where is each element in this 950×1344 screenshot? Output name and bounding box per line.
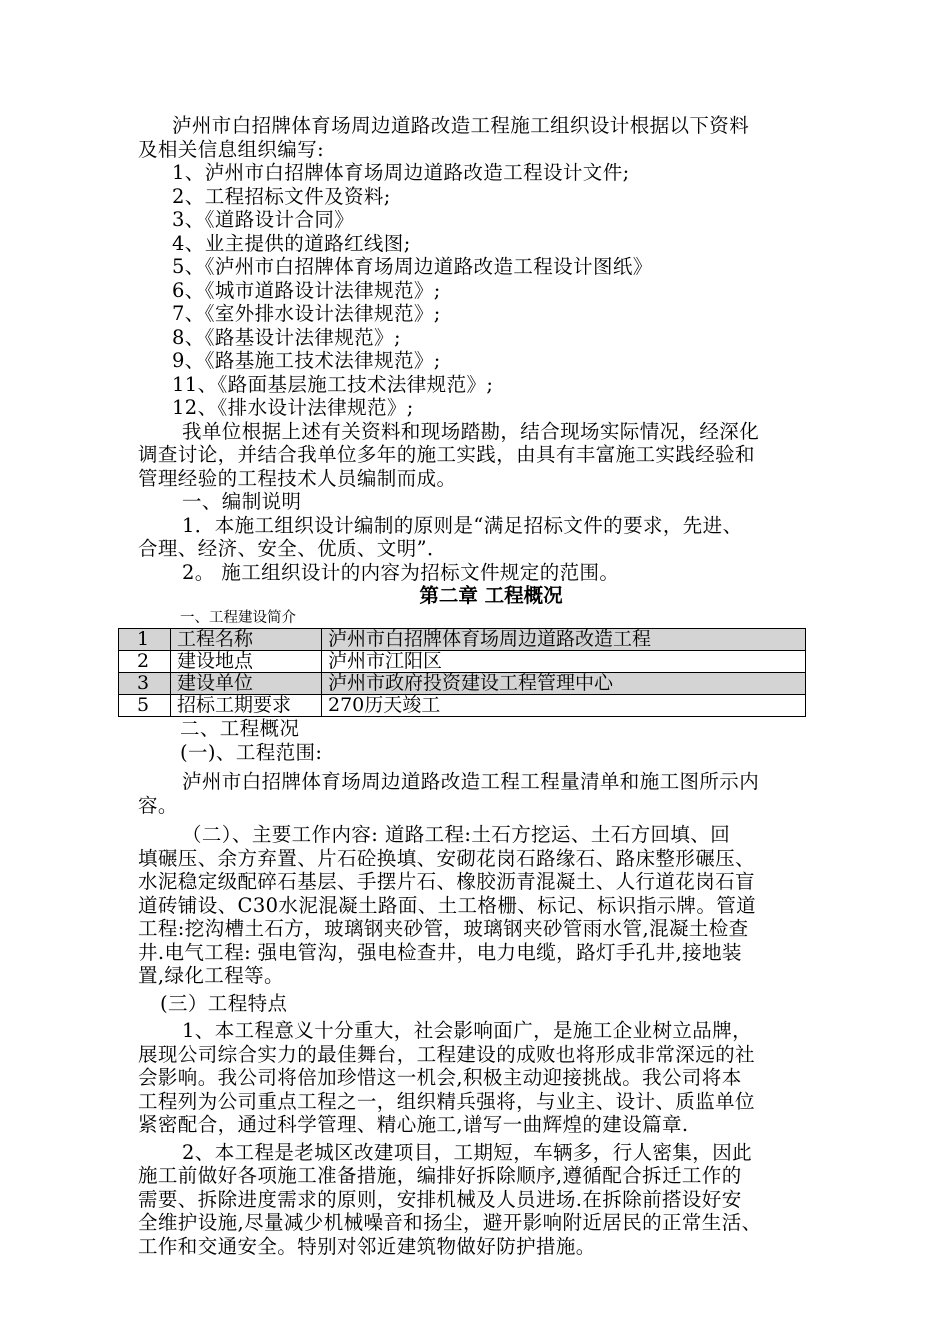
reference-item: 11、《路面基层施工技术法律规范》;	[172, 372, 494, 396]
feature-2-line: 施工前做好各项施工准备措施，编排好拆除顺序,遵循配合拆迁工作的	[138, 1164, 742, 1187]
project-info-table	[118, 628, 806, 717]
compile-item-2: 2。 施工组织设计的内容为招标文件规定的范围。	[182, 560, 620, 584]
reference-item: 7、《室外排水设计法律规范》;	[172, 302, 441, 325]
row-value: 泸州市江阳区	[322, 651, 806, 673]
project-intro-subheading: 一、工程建设简介	[180, 610, 296, 626]
row-number: 1	[119, 629, 171, 651]
basis-line-1: 我单位根据上述有关资料和现场踏勘，结合现场实际情况，经深化	[182, 419, 760, 443]
basis-line-2: 调查讨论，并结合我单位多年的施工实践，由具有丰富施工实践经验和	[138, 443, 755, 466]
reference-item: 3、《道路设计合同》	[172, 208, 355, 231]
work-line: 置,绿化工程等。	[138, 964, 284, 987]
row-value: 270历天竣工	[322, 695, 806, 717]
feature-2-line: 需要、拆除进度需求的原则，安排机械及人员进场.在拆除前搭设好安	[138, 1187, 742, 1211]
reference-item: 5、《泸州市白招牌体育场周边道路改造工程设计图纸》	[172, 255, 653, 278]
row-label: 建设单位	[171, 673, 322, 695]
work-line: （二）、主要工作内容: 道路工程:土石方挖运、土石方回填、回	[182, 823, 731, 846]
row-number: 3	[119, 673, 171, 695]
work-line: 道砖铺设、C30水泥混凝土路面、土工格栅、标记、标识指示牌。管道	[138, 893, 757, 917]
intro-line-1: 泸州市白招牌体育场周边道路改造工程施工组织设计根据以下资料	[172, 114, 750, 137]
scope-line-1: 泸州市白招牌体育场周边道路改造工程工程量清单和施工图所示内	[182, 770, 760, 793]
feature-2-line: 2、本工程是老城区改建项目，工期短，车辆多，行人密集，因此	[182, 1140, 753, 1164]
compile-item-1-line-1: 1．本施工组织设计编制的原则是“满足招标文件的要求，先进、	[182, 513, 743, 537]
document-page	[138, 114, 850, 1258]
row-label: 建设地点	[171, 651, 322, 673]
scope-line-2: 容。	[138, 793, 178, 817]
row-number: 2	[119, 651, 171, 673]
feature-1-line: 会影响。我公司将倍加珍惜这一机会,积极主动迎接挑战。我公司将本	[138, 1066, 742, 1089]
basis-line-3: 管理经验的工程技术人员编制而成。	[138, 466, 457, 490]
work-line: 填碾压、余方弃置、片石砼换填、安砌花岗石路缘石、路床整形碾压、	[138, 846, 755, 870]
scope-heading: (一)、工程范围:	[180, 740, 323, 764]
feature-1-line: 工程列为公司重点工程之一，组织精兵强将，与业主、设计、质监单位	[138, 1089, 755, 1113]
compile-item-1-line-2: 合理、经济、安全、优质、文明”．	[138, 537, 447, 560]
features-heading: (三）工程特点	[160, 991, 288, 1015]
work-line: 水泥稳定级配碎石基层、手摆片石、橡胶沥青混凝土、人行道花岗石盲	[138, 870, 755, 893]
table-row	[119, 651, 806, 673]
reference-item: 4、业主提供的道路红线图;	[172, 231, 411, 255]
reference-item: 9、《路基施工技术法律规范》;	[172, 349, 441, 372]
feature-1-line: 展现公司综合实力的最佳舞台，工程建设的成败也将形成非常深远的社	[138, 1042, 755, 1066]
reference-item: 8、《路基设计法律规范》;	[172, 325, 401, 349]
table-row	[119, 673, 806, 695]
work-line: 工程:挖沟槽土石方，玻璃钢夹砂管，玻璃钢夹砂管雨水管,混凝土检查	[138, 917, 749, 940]
compile-notes-heading: 一、编制说明	[182, 490, 302, 513]
row-label: 工程名称	[171, 629, 322, 651]
feature-1-line: 1、本工程意义十分重大，社会影响面广，是施工企业树立品牌，	[182, 1019, 753, 1042]
row-label: 招标工期要求	[171, 695, 322, 717]
table-row	[119, 629, 806, 651]
work-line: 井.电气工程: 强电管沟，强电检查井，电力电缆，路灯手孔井,接地装	[138, 940, 742, 964]
reference-item: 12、《排水设计法律规范》;	[172, 396, 414, 419]
row-value: 泸州市白招牌体育场周边道路改造工程	[322, 629, 806, 651]
chapter-title: 第二章 工程概况	[419, 584, 563, 607]
overview-heading: 二、工程概况	[180, 717, 300, 740]
feature-2-line: 工作和交通安全。特别对邻近建筑物做好防护措施。	[138, 1234, 596, 1258]
reference-item: 1、泸州市白招牌体育场周边道路改造工程设计文件;	[172, 161, 630, 184]
row-number: 5	[119, 695, 171, 717]
feature-1-line: 紧密配合，通过科学管理、精心施工,谱写一曲辉煌的建设篇章.	[138, 1113, 689, 1136]
reference-item: 6、《城市道路设计法律规范》;	[172, 278, 441, 302]
table-row	[119, 695, 806, 717]
feature-2-line: 全维护设施,尽量减少机械噪音和扬尘，避开影响附近居民的正常生活、	[138, 1211, 762, 1234]
intro-line-2: 及相关信息组织编写:	[138, 137, 325, 161]
row-value: 泸州市政府投资建设工程管理中心	[322, 673, 806, 695]
reference-item: 2、工程招标文件及资料;	[172, 184, 391, 208]
